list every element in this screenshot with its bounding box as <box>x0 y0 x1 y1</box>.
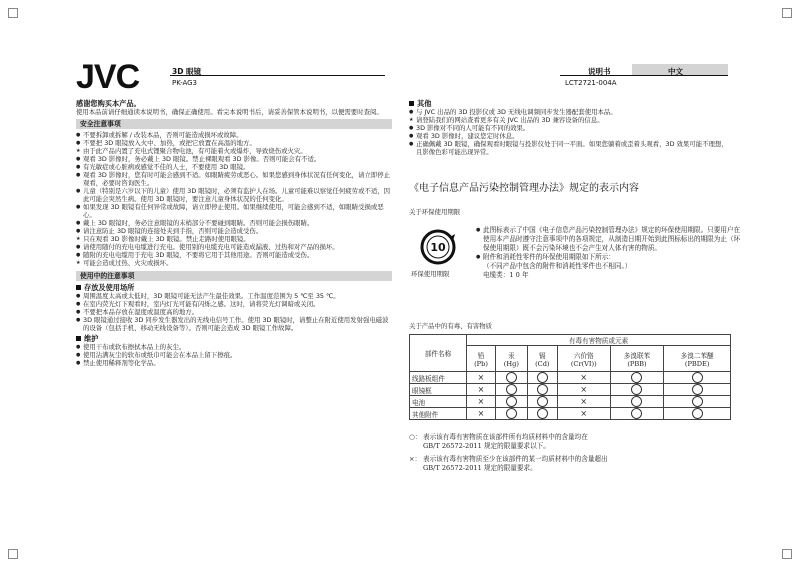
substance-symbol: (Hg) <box>503 359 519 368</box>
other-heading <box>409 99 731 108</box>
part-name-cell: 电池 <box>410 396 467 408</box>
substance-column-header <box>496 346 528 372</box>
note-x-symbol: ×： <box>409 455 422 463</box>
circle-mark-cell <box>527 372 557 384</box>
safety-item: ● 戴上 3D 眼镜时，务必注意眼镜的末梢部分不要碰到眼睛。否则可能会损伤眼睛。 <box>76 219 392 227</box>
square-bullet-icon <box>76 336 81 341</box>
epup-logo-icon <box>420 229 456 265</box>
registration-mark-top-right <box>782 8 792 18</box>
table-row <box>410 384 731 396</box>
circle-mark-cell <box>664 396 731 408</box>
care-title: 维护 <box>84 334 99 343</box>
note-o-symbol: ○： <box>409 433 422 441</box>
circle-mark-icon <box>506 408 517 419</box>
substance-name: 汞 <box>508 351 515 360</box>
cross-mark-cell <box>467 384 496 396</box>
epup-number: 10 <box>430 241 446 254</box>
safety-item: ● 请注意防止 3D 眼镜的连接处夹到手指，否则可能会造成受伤。 <box>76 227 392 235</box>
substance-column-header <box>467 346 496 372</box>
circle-mark-cell <box>610 372 664 384</box>
cross-mark: × <box>477 373 485 382</box>
part-name-cell: 线路板组件 <box>410 372 467 384</box>
epup-icon <box>420 229 456 265</box>
safety-item: ★ 可能会造成过热、火灾或损坏。 <box>76 259 392 267</box>
circle-mark-icon <box>537 372 548 383</box>
substance-column-header <box>610 346 664 372</box>
circle-mark-icon <box>537 408 548 419</box>
square-bullet-icon <box>409 101 414 106</box>
circle-mark-icon <box>506 372 517 383</box>
other-title: 其他 <box>417 99 432 108</box>
storage-item: ● 在室内荧光灯下观看时，室内灯光可能有闪烁之感。这时，请将荧光灯调暗或关闭。 <box>76 300 392 308</box>
cross-mark-cell <box>467 372 496 384</box>
storage-list <box>76 292 392 332</box>
substance-symbol: (Cr(VI)) <box>570 359 597 368</box>
other-item: ● 观看 3D 影像时，建议您定时休息。 <box>409 132 731 140</box>
substance-symbol: (Pb) <box>474 359 488 368</box>
usage-section-bar: 使用中的注意事项 <box>76 271 392 281</box>
intro-text: 使用本品前请仔细通读本说明书，确保正确使用。看完本说明书后，请妥善保管本说明书，以便需要时查阅。 <box>76 108 383 116</box>
storage-item: ● 周围温度太高或太低时，3D 眼镜可能无法产生最佳效果。工作温度范围为 5 ℃至 35 ℃。 <box>76 292 392 300</box>
care-item: ● 使用沾满灰尘的软布或纸巾可能会在本品上留下擦痕。 <box>76 351 392 359</box>
care-list <box>76 343 392 367</box>
language-label: 中文 <box>668 67 683 76</box>
circle-mark-icon <box>506 384 517 395</box>
cross-mark: × <box>580 373 588 382</box>
other-item: ● 3D 影像对不同的人可能有不同的效果。 <box>409 124 731 132</box>
epup-text <box>476 226 742 280</box>
header-rule-right <box>560 75 728 76</box>
storage-heading <box>76 283 392 292</box>
regulation-title: 《电子信息产品污染控制管理办法》规定的表示内容 <box>409 183 639 194</box>
note-x-text: 表示该有毒有害物质至少在该部件的某一均质材料中的含量超出 GB/T 26572-2011 规定的限量要求。 <box>423 455 608 472</box>
circle-mark-icon <box>537 384 548 395</box>
circle-mark-cell <box>664 372 731 384</box>
circle-mark-icon <box>692 396 703 407</box>
circle-mark-cell <box>664 384 731 396</box>
cross-mark-cell <box>467 396 496 408</box>
safety-item: ● 有光敏症或心脏病或感觉不佳的人士，不要使用 3D 眼镜。 <box>76 163 392 171</box>
circle-mark-cell <box>496 408 528 420</box>
substance-symbol: (PBDE) <box>684 359 710 368</box>
safety-item: ● 不要把 3D 眼镜放入火中、加热，或把它放置在高温的地方。 <box>76 139 392 147</box>
product-name: 3D 眼镜 <box>172 67 202 76</box>
note-o-text: 表示该有毒有害物质在该部件所有均质材料中的含量均在 GB/T 26572-2011 规定的限量要求以下。 <box>423 433 588 450</box>
intro-title: 感谢您购买本产品。 <box>76 99 141 108</box>
substance-group-header: 有毒有害物质或元素 <box>467 335 731 346</box>
doc-type: 说明书 <box>588 67 611 76</box>
safety-item: ● 如果发现 3D 眼镜有任何异常或故障，请立即停止使用。如果继续使用，可能会感到不适，如眼睛受损或恶心。 <box>76 203 392 219</box>
safety-item: ● 观看 3D 影像时，您有时可能会感到不适。如眼睛疲劳或恶心。如果您感到身体状况有任何变化，请立即停止观看，必要时咨询医生。 <box>76 171 392 187</box>
other-item: ★ 请登陆我们的网站查看更多有关 JVC 出品的 3D 兼容设备的信息。 <box>409 116 731 124</box>
safety-item: ● 观看 3D 影像时，务必戴上 3D 眼镜。禁止裸眼观看 3D 影像。否则可能会有不适。 <box>76 155 392 163</box>
circle-mark-cell <box>496 384 528 396</box>
storage-item: ● 不要把本品存放在湿度或温度高的地方。 <box>76 308 392 316</box>
safety-item: ● 随附的充电电缆用于充电 3D 眼镜，不要将它用于其他用途。否则可能造成受伤。 <box>76 251 392 259</box>
safety-item: ● 请使用随付的充电电缆进行充电。使用别的电缆充电可能造成漏液、过热和对产品的损坏。 <box>76 243 392 251</box>
registration-mark-top-left <box>8 8 18 18</box>
cross-mark-cell <box>557 384 610 396</box>
safety-item: ● 儿童（特别是六岁以下的儿童）使用 3D 眼镜时，必须有监护人在场。儿童可能难以察觉任何疲劳或不适，因此可能会突然生病。使用 3D 眼镜时，要注意儿童身体状况的任何变化。 <box>76 187 392 203</box>
circle-mark-icon <box>631 396 642 407</box>
substance-name: 镉 <box>539 351 546 360</box>
cross-mark-cell <box>557 408 610 420</box>
note-o <box>409 433 729 451</box>
storage-title: 存放及使用场所 <box>84 283 135 292</box>
epup-text-item: ● 附件和消耗性零件的环保使用期限如下所示： （不同产品中包含的附件和消耗性零件也不相同。） 电缆类：1 0 年 <box>476 253 742 280</box>
circle-mark-cell <box>496 396 528 408</box>
other-item: ● 正确佩戴 3D 眼镜，确保观看时眼镜与投影仪处于同一平面。如果您躺着或歪着头观看，3D 效果可能不理想，且影像色彩可能出现异常。 <box>409 140 731 156</box>
substance-name: 多溴联苯 <box>623 351 651 360</box>
cross-mark-cell <box>557 372 610 384</box>
circle-mark-icon <box>631 384 642 395</box>
brand-logo: JVC <box>76 58 140 96</box>
care-item: ● 使用干布或软布擦拭本品上的灰尘。 <box>76 343 392 351</box>
right-column-top <box>409 99 731 156</box>
header-rule-left <box>170 75 385 76</box>
circle-mark-cell <box>496 372 528 384</box>
circle-mark-icon <box>537 396 548 407</box>
substance-table <box>409 334 731 420</box>
circle-mark-icon <box>692 372 703 383</box>
circle-mark-cell <box>610 384 664 396</box>
registration-mark-bottom-left <box>8 549 18 559</box>
substance-symbol: (PBB) <box>627 359 647 368</box>
left-column <box>76 99 392 367</box>
substance-name: 六价铬 <box>573 351 594 360</box>
part-name-cell: 其他附件 <box>410 408 467 420</box>
table-row <box>410 372 731 384</box>
circle-mark-cell <box>527 384 557 396</box>
circle-mark-icon <box>631 372 642 383</box>
storage-item: ● 3D 眼镜通过接收 3D 同步发生器发出的无线电信号工作。使用 3D 眼镜时，请整止在附近使用发射强电磁波的设备（包括手机、移动无线设备等）。否则可能会造成 3D 眼镜工作故障。 <box>76 316 392 332</box>
doc-code: LCT2721-004A <box>565 79 617 87</box>
substance-name: 多溴二苯醚 <box>680 351 714 360</box>
circle-mark-cell <box>527 396 557 408</box>
part-name-cell: 眼镜框 <box>410 384 467 396</box>
circle-mark-cell <box>527 408 557 420</box>
cross-mark: × <box>580 385 588 394</box>
model-number: PK-AG3 <box>172 79 197 87</box>
part-header: 部件名称 <box>410 335 467 372</box>
table-row <box>410 408 731 420</box>
cross-mark: × <box>580 397 588 406</box>
circle-mark-icon <box>631 408 642 419</box>
care-item: ● 禁止使用稀释剂等化学品。 <box>76 359 392 367</box>
safety-item: ★ 只在观看 3D 影像时戴上 3D 眼镜。禁止走路时使用眼镜。 <box>76 235 392 243</box>
circle-mark-cell <box>664 408 731 420</box>
cross-mark-cell <box>557 396 610 408</box>
safety-item: ● 不要拆卸或拆解 / 改装本品，否则可能造成损坏或故障。 <box>76 131 392 139</box>
note-x <box>409 455 729 473</box>
circle-mark-icon <box>692 408 703 419</box>
cross-mark: × <box>580 409 588 418</box>
circle-mark-icon <box>692 384 703 395</box>
substance-column-header <box>664 346 731 372</box>
registration-mark-bottom-right <box>782 549 792 559</box>
cross-mark-cell <box>467 408 496 420</box>
safety-item: ★ 由于此产品内置了充电式锂聚合物电池，有可能着火或爆炸，导致烧伤或火灾。 <box>76 147 392 155</box>
other-list <box>409 108 731 156</box>
care-heading <box>76 334 392 343</box>
epup-text-item: ● 此图标表示了中国《电子信息产品污染控制管理办法》规定的环保使用期限。只要用户在使用本产品时遵守注意事项中的各项规定，从制造日期开始到此图标标出的期限为止（环保使用期限）既不会污染环境也不会产生对人体有害的物质。 <box>476 226 742 253</box>
safety-list <box>76 131 392 267</box>
substance-column-header <box>557 346 610 372</box>
substance-symbol: (Cd) <box>535 359 550 368</box>
circle-mark-cell <box>610 396 664 408</box>
cross-mark: × <box>477 385 485 394</box>
other-item: ● 与 JVC 出品的 3D 投影仪或 3D 无线电调频同步发生器配套使用本品。 <box>409 108 731 116</box>
cross-mark: × <box>477 397 485 406</box>
circle-mark-icon <box>506 396 517 407</box>
square-bullet-icon <box>76 285 81 290</box>
substance-name: 铅 <box>477 351 485 360</box>
circle-mark-cell <box>610 408 664 420</box>
table-row <box>410 396 731 408</box>
cross-mark: × <box>477 409 485 418</box>
substance-column-header <box>527 346 557 372</box>
substance-label: 关于产品中的有毒、有害物质 <box>409 322 493 330</box>
env-period-label: 关于环保使用期限 <box>409 208 461 216</box>
safety-section-bar: 安全注意事项 <box>76 119 392 129</box>
epup-caption: 环保使用期限 <box>411 270 450 278</box>
